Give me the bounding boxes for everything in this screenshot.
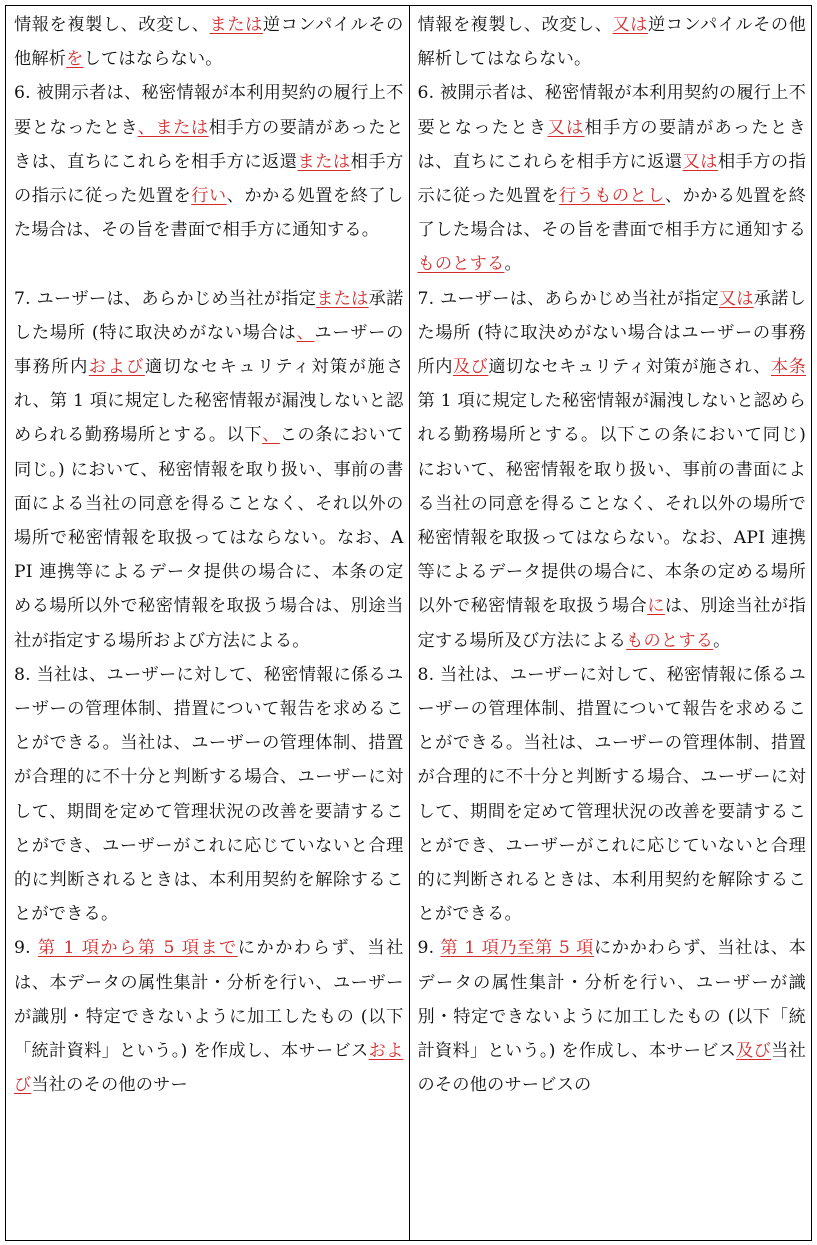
revision-mark: を [66,49,84,70]
text-run: 情報を複製し、改変し、 [14,15,210,35]
left-column-original [6,6,409,1240]
left-paragraph-8 [14,658,404,932]
left-paragraph-7 [14,282,404,658]
right-paragraph-8 [418,658,807,932]
revision-mark: 第 1 項から第 5 項まで [37,938,238,959]
right-column-revised [409,6,812,1240]
revision-mark: 、 [262,425,280,446]
text-run: 相手方の要請があったときは、直ちにこれらを相手方に返還 [417,117,807,172]
revision-mark: ものとする [417,254,505,275]
revision-mark: 又は [547,117,585,138]
revision-mark: または [297,151,351,172]
revision-mark: および [14,1041,404,1096]
text-run: 適切なセキュリティ対策が施され、第 1 項に規定した秘密情報が漏洩しないと認められる勤務場所とする。以下 [14,357,404,446]
revision-mark: 又は [718,288,754,309]
text-run: にかかわらず、当社は、本データの属性集計・分析を行い、ユーザーが識別・特定できないように加工したもの (以下「統計資料」という。) を作成し、本サービス [14,938,404,1062]
text-run: 当社のその他のサービスの [417,1041,807,1096]
text-run: は、別途当社が指定する場所及び方法による [417,596,806,651]
text-run: 承諾した場所 (特に取決めがない場合はユーザーの事務所内 [417,288,806,378]
text-run: 承諾した場所 (特に取決めがない場合は [14,288,404,343]
text-run: 逆コンパイルその他解析してはならない。 [417,15,806,70]
text-run: 。 [504,254,522,275]
text-run: 相手方の要請があったときは、直ちにこれらを相手方に返還 [14,117,404,172]
text-run: にかかわらず、当社は、本データの属性集計・分析を行い、ユーザーが識別・特定できないように加工したもの (以下「統計資料」という。) を作成し、本サービス [417,938,807,1062]
revision-mark: 第 1 項乃至第 5 項 [440,938,594,959]
text-run: 相手方の指示に従った処置を [14,151,404,207]
revision-mark: 、または [137,117,209,138]
text-run: 。 [713,630,731,651]
text-run: 第 1 項に規定した秘密情報が漏洩しないと認められる勤務場所とする。以下この条において同じ) において、秘密情報を取り扱い、事前の書面による当社の同意を得ることなく、それ以外の場所で秘密情報を取扱ってはならない。なお、API 連携等によるデータ提供の場合に、本条の定める場所以外で秘密情報を取扱う場合 [417,391,806,617]
revision-mark: ものとする [626,630,714,651]
revision-mark: 、 [296,322,315,343]
text-run: 7. ユーザーは、あらかじめ当社が指定 [417,288,719,309]
revision-mark: 本条 [770,357,807,378]
left-paragraph-6 [14,76,404,247]
text-run: 6. 被開示者は、秘密情報が本利用契約の履行上不要となったとき [417,83,806,138]
text-run: この条において同じ。) において、秘密情報を取り扱い、事前の書面による当社の同意を得ることなく、それ以外の場所で秘密情報を取扱ってはならない。なお、API 連携等によるデータ提供の場合に、本条の定める場所以外で秘密情報を取扱う場合は、別途当社が指定する場所および方法による。 [14,425,404,651]
revision-mark: 行うものとし [558,186,665,207]
text-run: 8. 当社は、ユーザーに対して、秘密情報に係るユーザーの管理体制、措置について報告を求めることができる。当社は、ユーザーの管理体制、措置が合理的に不十分と判断する場合、ユーザーに対して、期間を定めて管理状況の改善を要請することができ、ユーザーがこれに応じていないと合理的に判断されるときは、本利用契約を解除することができる。 [417,664,806,925]
text-run: 適切なセキュリティ対策が施され、 [488,357,771,378]
text-run: 、かかる処置を終了した場合は、その旨を書面で相手方に通知する [417,186,806,241]
text-run: 8. 当社は、ユーザーに対して、秘密情報に係るユーザーの管理体制、措置について報告を求めることができる。当社は、ユーザーの管理体制、措置が合理的に不十分と判断する場合、ユーザーに対して、期間を定めて管理状況の改善を要請することができ、ユーザーがこれに応じていないと合理的に判断されるときは、本利用契約を解除することができる。 [14,664,404,925]
revision-mark: または [316,288,369,309]
revision-mark: 又は [612,15,648,35]
revision-mark: 及び [452,357,489,378]
text-run: 当社のその他のサー [31,1075,188,1096]
comparison-table [5,5,812,1241]
revision-mark: 又は [682,151,718,172]
text-run: 逆コンパイルその他解析 [14,15,404,70]
revision-mark: および [88,357,145,378]
revision-mark: または [209,15,263,35]
left-spacer [14,247,404,281]
right-paragraph-9 [418,931,807,1102]
text-run: 相手方の指示に従った処置を [417,151,806,207]
text-run: 情報を複製し、改変し、 [417,15,613,35]
text-run: 9. [14,938,38,959]
text-run: 6. 被開示者は、秘密情報が本利用契約の履行上不要となったとき [14,83,404,138]
text-run: 9. [417,938,441,959]
left-paragraph-9 [14,931,404,1102]
right-paragraph-6 [418,76,807,281]
text-run: してはならない。 [83,49,223,70]
right-paragraph-continuation [418,8,807,76]
text-run: ユーザーの事務所内 [14,322,404,378]
text-run: 7. ユーザーは、あらかじめ当社が指定 [14,288,317,309]
revision-mark: 行い [191,186,227,207]
right-paragraph-7 [418,282,807,658]
revision-mark: 及び [736,1041,772,1062]
left-paragraph-continuation [14,8,404,76]
revision-mark: に [647,596,665,617]
text-run: 、かかる処置を終了した場合は、その旨を書面で相手方に通知する。 [14,186,404,241]
